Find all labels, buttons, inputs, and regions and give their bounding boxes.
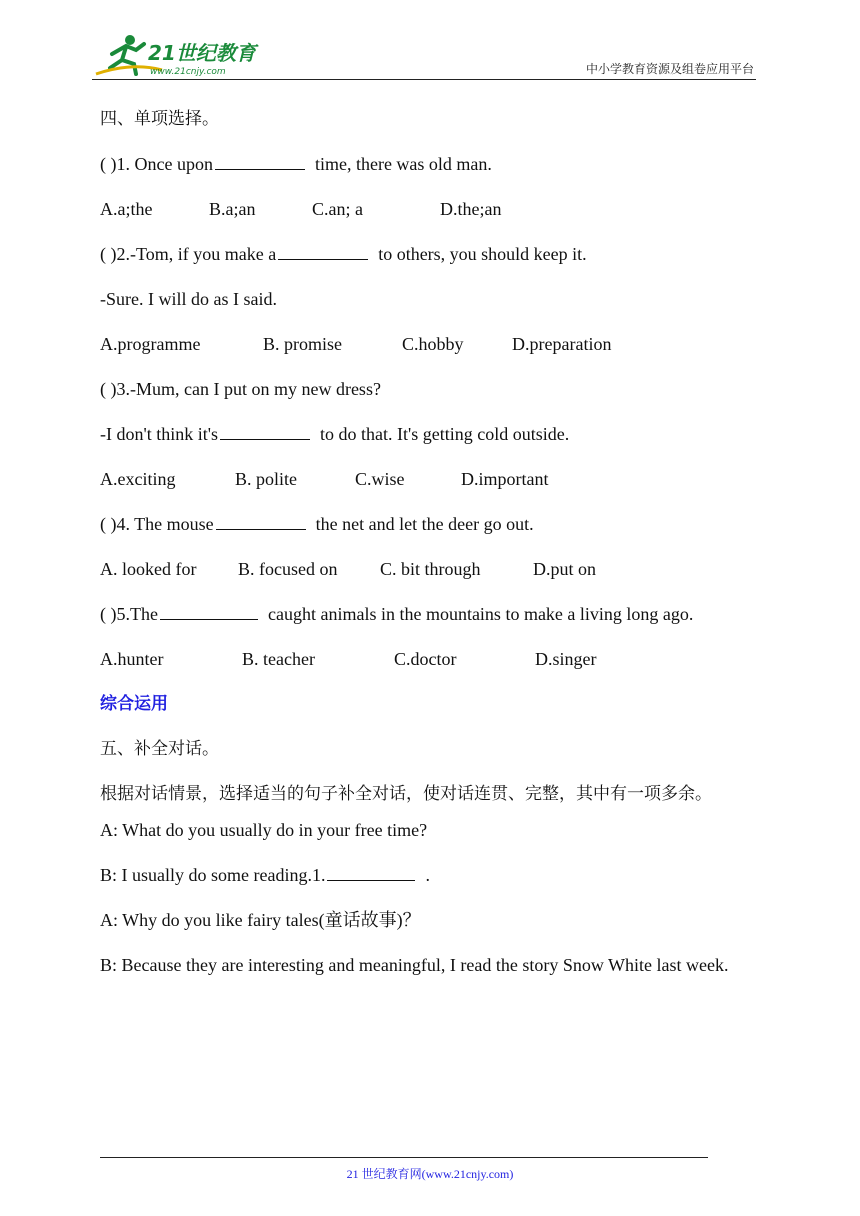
- q4-option-d: D.put on: [533, 559, 596, 579]
- q5-prefix: ( )5.The: [100, 604, 158, 624]
- logo-url: www.21cnjy.com: [150, 67, 226, 77]
- q4-option-b: B. focused on: [238, 559, 338, 579]
- b1-blank: [327, 879, 415, 881]
- q4-suffix: the net and let the deer go out.: [315, 514, 534, 534]
- section-heading: 综合运用: [100, 694, 168, 714]
- q4-prefix: ( )4. The mouse: [100, 514, 214, 534]
- q2-options: [100, 329, 763, 374]
- header-divider: [92, 79, 756, 80]
- q3-suffix: to do that. It's getting cold outside.: [319, 424, 570, 444]
- q3-prefix: -I don't think it's: [100, 424, 218, 444]
- section4-title: 四、单项选择。: [100, 109, 219, 129]
- q5-option-c: C.doctor: [394, 649, 457, 669]
- q4-option-a: A. looked for: [100, 559, 197, 579]
- q4-blank: [216, 528, 306, 530]
- q2-blank: [278, 258, 368, 260]
- b1-prefix: B: I usually do some reading.1.: [100, 865, 326, 885]
- question-2: [100, 239, 763, 284]
- q2-prefix: ( )2.-Tom, if you make a: [100, 244, 277, 264]
- q5-option-b: B. teacher: [242, 649, 315, 669]
- section5-title: 五、补全对话。: [100, 739, 219, 759]
- dialogue-b2: B: Because they are interesting and meaningful, I read the story Snow White last week.: [100, 955, 729, 975]
- footer-divider: [100, 1157, 708, 1158]
- document-body: [100, 104, 763, 988]
- q3-option-a: A.exciting: [100, 469, 176, 489]
- q2-option-d: D.preparation: [512, 334, 612, 354]
- question-3: ( )3.-Mum, can I put on my new dress?: [100, 379, 381, 399]
- q3-blank: [220, 438, 310, 440]
- q2-option-a: A.programme: [100, 334, 201, 354]
- page-header: [92, 30, 756, 80]
- q1-option-d: D.the;an: [440, 199, 502, 219]
- page-footer: 21 世纪教育网(www.21cnjy.com): [346, 1167, 514, 1181]
- question-1: [100, 149, 763, 194]
- q3-option-d: D.important: [461, 469, 549, 489]
- dialogue-b1: [100, 860, 763, 905]
- q2-suffix: to others, you should keep it.: [378, 244, 587, 264]
- q2-option-b: B. promise: [263, 334, 342, 354]
- dialogue-a2: A: Why do you like fairy tales(童话故事)？: [100, 910, 421, 930]
- q4-option-c: C. bit through: [380, 559, 481, 579]
- q5-options: [100, 644, 763, 689]
- q5-suffix: caught animals in the mountains to make a living long ago.: [267, 604, 694, 624]
- platform-name: 中小学教育资源及组卷应用平台: [585, 62, 754, 76]
- q3-option-b: B. polite: [235, 469, 297, 489]
- q1-option-c: C.an; a: [312, 199, 363, 219]
- logo-text: 21世纪教育: [148, 41, 256, 65]
- q2-option-c: C.hobby: [402, 334, 464, 354]
- question-4: [100, 509, 763, 554]
- q3-line2: [100, 419, 763, 464]
- q1-options: [100, 194, 763, 239]
- q1-prefix: ( )1. Once upon: [100, 154, 213, 174]
- b1-suffix: .: [425, 865, 430, 885]
- dialogue-a1: A: What do you usually do in your free time?: [100, 820, 428, 840]
- q1-blank: [215, 168, 305, 170]
- q2-line2: -Sure. I will do as I said.: [100, 289, 277, 309]
- q3-options: [100, 464, 763, 509]
- q5-blank: [160, 618, 258, 620]
- q5-option-d: D.singer: [535, 649, 597, 669]
- q5-option-a: A.hunter: [100, 649, 164, 669]
- q1-option-a: A.a;the: [100, 199, 153, 219]
- question-5: [100, 592, 763, 637]
- q1-suffix: time, there was old man.: [314, 154, 492, 174]
- q1-option-b: B.a;an: [209, 199, 256, 219]
- section5-instruction: 根据对话情景，选择适当的句子补全对话，使对话连贯、完整，其中有一项多余。: [100, 784, 712, 804]
- q3-option-c: C.wise: [355, 469, 405, 489]
- site-logo: [92, 32, 262, 78]
